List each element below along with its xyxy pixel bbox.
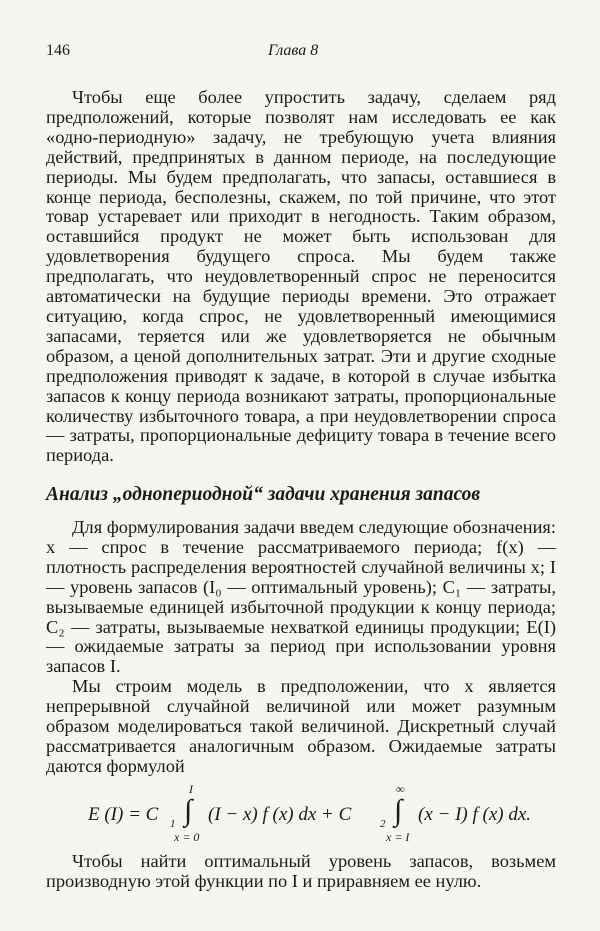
page-number: 146	[46, 42, 70, 59]
chapter-title: Глава 8	[268, 42, 319, 59]
paragraph-optimal-level: Чтобы найти оптимальный уровень запасов, возьмем производную этой функции по I и приравняем ее нулю.	[46, 851, 556, 891]
formula-lhs: E (I) = C	[88, 804, 159, 825]
integral-1-lower-limit: x = 0	[174, 830, 200, 844]
formula-term-2: (x − I) f (x) dx.	[418, 804, 532, 825]
formula-c1-subscript: 1	[170, 818, 176, 830]
paragraph-assumptions: Чтобы еще более упростить задачу, сделаем ряд предположений, которые позволят нам исследовать ее как «одно-периодную» задачу, не требующую учета влияния действий, предпринятых в данном периоде, на последующие периоды. Мы будем предполагать, что запасы, оставшиеся в конце периода, бесполезны, скажем, по той причине, что этот товар устаревает или приходит в негодность. Таким образом, оставшийся продукт не может быть использован для удовлетворения будущего спроса. Мы будем также предполагать, что неудовлетворенный спрос не переносится автоматически на будущие периоды времени. Это отражает ситуацию, когда спрос, не удовлетворенный имеющимися запасами, теряется или же удовлетворяется не обычным образом, а ценой дополнительных затрат. Эти и другие сходные предположения приводят к задаче, в которой в случае избытка запасов к концу периода возникают затраты, пропорциональные количеству избыточного товара, а при неудовлетворении спроса — затраты, пропорциональные дефициту товара в течение всего периода.	[46, 87, 556, 466]
section-heading: Анализ „однопериодной“ задачи хранения запасов	[46, 484, 481, 505]
formula-c2-subscript: 2	[380, 818, 386, 830]
formula-term-1: (I − x) f (x) dx + C	[208, 804, 352, 825]
paragraph-notation: Для формулирования задачи введем следующие обозначения: x — спрос в течение рассматриваемого периода; f(x) — плотность распределения вероятностей случайной величины x; I — уровень запасов (I₀ — оптимальный уровень); C₁ — затраты, вызываемые единицей избыточной продукции к концу периода; C₂ — затраты, вызываемые нехваткой единицы продукции; E(I) — ожидаемые затраты за период при использовании уровня запасов I.	[46, 517, 556, 677]
integral-2-upper-limit: ∞	[396, 782, 405, 796]
integral-1-sign: ∫	[184, 794, 193, 827]
expected-cost-formula	[88, 782, 558, 844]
paragraph-model: Мы строим модель в предположении, что x является непрерывной случайной величиной или может разумным образом моделироваться такой величиной. Дискретный случай рассматривается аналогичным образом. Ожидаемые затраты даются формулой	[46, 676, 556, 776]
page-header	[46, 42, 554, 66]
integral-1-upper-limit: I	[189, 782, 193, 796]
integral-2-sign: ∫	[394, 794, 403, 827]
integral-2-lower-limit: x = I	[386, 830, 410, 844]
